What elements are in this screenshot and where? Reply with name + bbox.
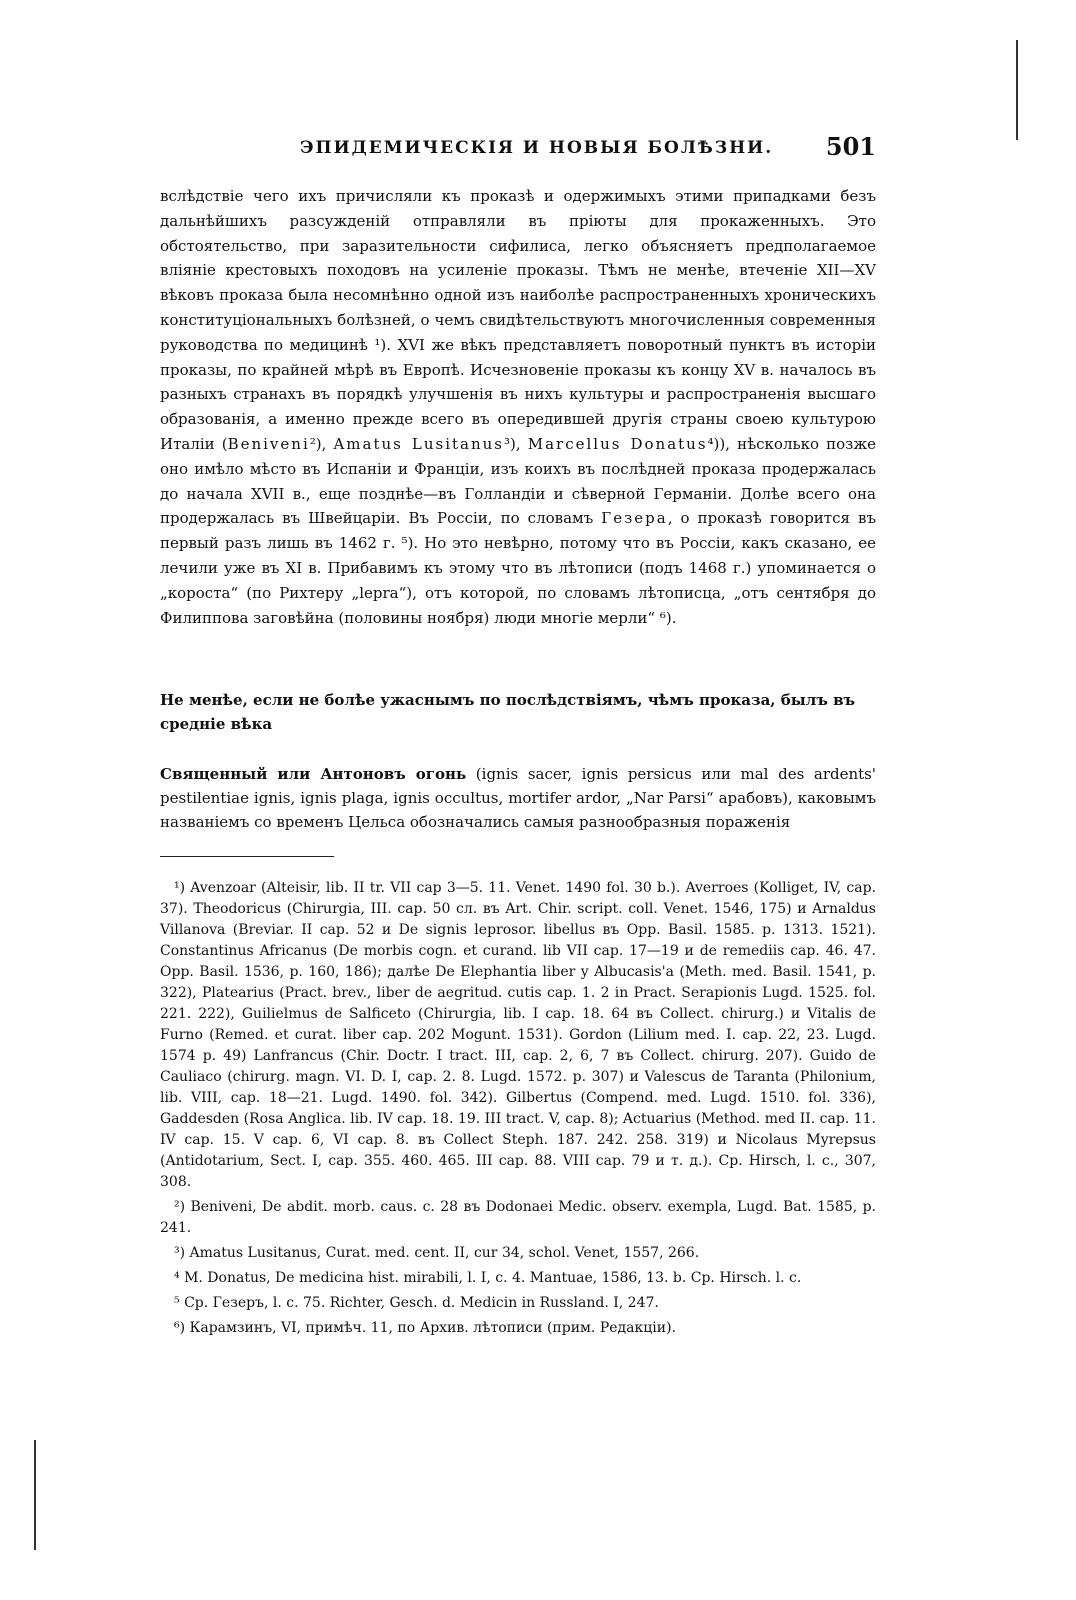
paragraph-text: ²), <box>309 434 334 453</box>
footnote-2: ²) Benivenі, De abdit. morb. caus. c. 28 въ Dodonaei Medic. observ. exempla, Lugd. Bat. 1585, p. 241. <box>160 1199 876 1236</box>
footnotes <box>160 878 876 1343</box>
footnote-5: ⁵ Ср. Гезеръ, l. c. 75. Richter, Gesch. d. Medicin in Russland. I, 247. <box>174 1295 659 1311</box>
paragraph-text: вслѣдствіе чего ихъ причисляли къ проказѣ и одержимыхъ этими припадками безъ дальнѣйшихъ разсужденій отправляли въ пріюты для прокаженныхъ. Это обстоятельство, при заразительности сифилиса, легко объясняетъ предполагаемое вліяніе крестовыхъ походовъ на усиленіе проказы. Тѣмъ не менѣе, втеченіе XII—XV вѣковъ проказа была несомнѣнно одной изъ наиболѣе распространенныхъ хроническихъ конституціональныхъ болѣзней, о чемъ свидѣтельствуютъ многочисленныя современныя руководства по медицинѣ ¹). XVI же вѣкъ представляетъ поворотный пунктъ въ исторіи проказы, по крайней мѣрѣ въ Европѣ. Исчезновеніе проказы къ концу XV в. началось въ разныхъ странахъ въ порядкѣ улучшенія въ нихъ культуры и распространенія высшаго образованія, а именно прежде всего въ опередившей другія страны своею культурою Италіи ( <box>160 187 876 453</box>
paragraph-text: ⁴)), нѣсколько позже оно имѣло мѣсто въ Испаніи и Франціи, изъ коихъ въ послѣдней проказа продержалась до начала XVII в., еще позднѣе—въ Голландіи и сѣверной Германіи. Долѣе всего она продержалась въ Швейцаріи. Въ Россіи, по словамъ <box>160 434 876 528</box>
paragraph-main <box>160 184 876 630</box>
page-number: 501 <box>825 132 876 161</box>
footnote-3: ³) Amatus Lusitanus, Curat. med. cent. II, cur 34, schol. Venet, 1557, 266. <box>174 1245 700 1261</box>
footnote-divider <box>160 856 334 857</box>
page-header <box>160 132 876 168</box>
paragraph-sacred-fire <box>160 762 876 834</box>
running-head: ЭПИДЕМИЧЕСКІЯ И НОВЫЯ БОЛѢЗНИ. <box>300 138 774 158</box>
paragraph-lead-term: Священный или Антоновъ огонь <box>160 765 467 783</box>
footnote-6: ⁶) Карамзинъ, VI, примѣч. 11, по Архив. лѣтописи (прим. Редакціи). <box>174 1320 676 1336</box>
scan-edge-line-top-right <box>1016 40 1018 140</box>
author-name: Marcellus Donatus <box>527 434 708 453</box>
paragraph-text: (ignis sacer, ignis persicus или mal des ardents' pestilentiae ignis, ignis plaga, ignis occultus, mortifer ardor, „Nar Parsi“ арабовъ), каковымъ названіемъ со временъ Цельса обозначались самыя разнообразныя пораженія <box>160 765 876 831</box>
section-heading: Не менѣе, если не болѣе ужаснымъ по послѣдствіямъ, чѣмъ проказа, былъ въ средніе вѣка <box>160 691 856 733</box>
scan-edge-line-bottom-left <box>34 1440 36 1550</box>
author-name: Гезера <box>601 509 668 528</box>
paragraph-text: ³), <box>504 434 528 453</box>
footnote-4: ⁴ M. Donatus, De medicina hist. mirabili, l. I, c. 4. Mantuae, 1586, 13. b. Cp. Hirsch. l. c. <box>174 1270 802 1286</box>
author-name: Amatus Lusitanus <box>333 434 505 453</box>
paragraph-text: , о проказѣ говорится въ первый разъ лишь въ 1462 г. ⁵). Но это невѣрно, потому что въ Россіи, какъ сказано, ее лечили уже въ XI в. Прибавимъ къ этому что въ лѣтописи (подъ 1468 г.) упоминается о „короста“ (по Рихтеру „lepra“), отъ которой, по словамъ лѣтописца, „отъ сентября до Филиппова заговѣйна (половины ноября) люди многіе мерли“ ⁶). <box>160 509 876 627</box>
author-name: Benivenі <box>227 434 310 453</box>
footnote-1: ¹) Avenzoar (Alteisir, lib. II tr. VII cap 3—5. 11. Venet. 1490 fol. 30 b.). Averroes (Kolliget, IV, cap. 37). Theodoricus (Chirurgia, III. cap. 50 сл. въ Art. Chir. script. coll. Venet. 1546, 175) и Arnaldus Villanova (Breviar. II cap. 52 и De signis leprosor. libellus въ Opp. Basil. 1585. p. 1313. 1521). Constantinus Africanus (De morbis cogn. et curand. lib VII cap. 17—19 и de remediis cap. 46. 47. Opp. Basil. 1536, p. 160, 186); далѣе De Elephantia liber y Albucasis'а (Meth. med. Basil. 1541, p. 322), Platearius (Pract. brev., liber de aegritud. cutis cap. 1. 2 in Pract. Serapionis Lugd. 1525. fol. 221. 222), Guilielmus de Salficeto (Chirurgia, lib. I cap. 18. 64 въ Collect. chirurg.) и Vitalis de Furno (Remed. et curat. liber cap. 202 Mogunt. 1531). Gordon (Lilium med. I. cap. 22, 23. Lugd. 1574 p. 49) Lanfrancus (Chir. Doctr. I tract. III, cap. 2, 6, 7 въ Collect. chirurg. 207). Guido de Cauliaco (chirurg. magn. VI. D. I, cap. 2. 8. Lugd. 1572. p. 307) и Valescus de Taranta (Philonium, lib. VIII, cap. 18—21. Lugd. 1490. fol. 342). Gilbertus (Compend. med. Lugd. 1510. fol. 336), Gaddesden (Rosa Anglica. lib. IV cap. 18. 19. III tract. V, cap. 8); Actuarius (Method. med II. cap. 11. IV cap. 15. V cap. 6, VI cap. 8. въ Collect Steph. 187. 242. 258. 319) и Nicolaus Myrepsus (Antidotarium, Sect. I, cap. 355. 460. 465. III cap. 88. VIII cap. 79 и т. д.). Ср. Hirsch, l. c., 307, 308. <box>160 880 876 1190</box>
